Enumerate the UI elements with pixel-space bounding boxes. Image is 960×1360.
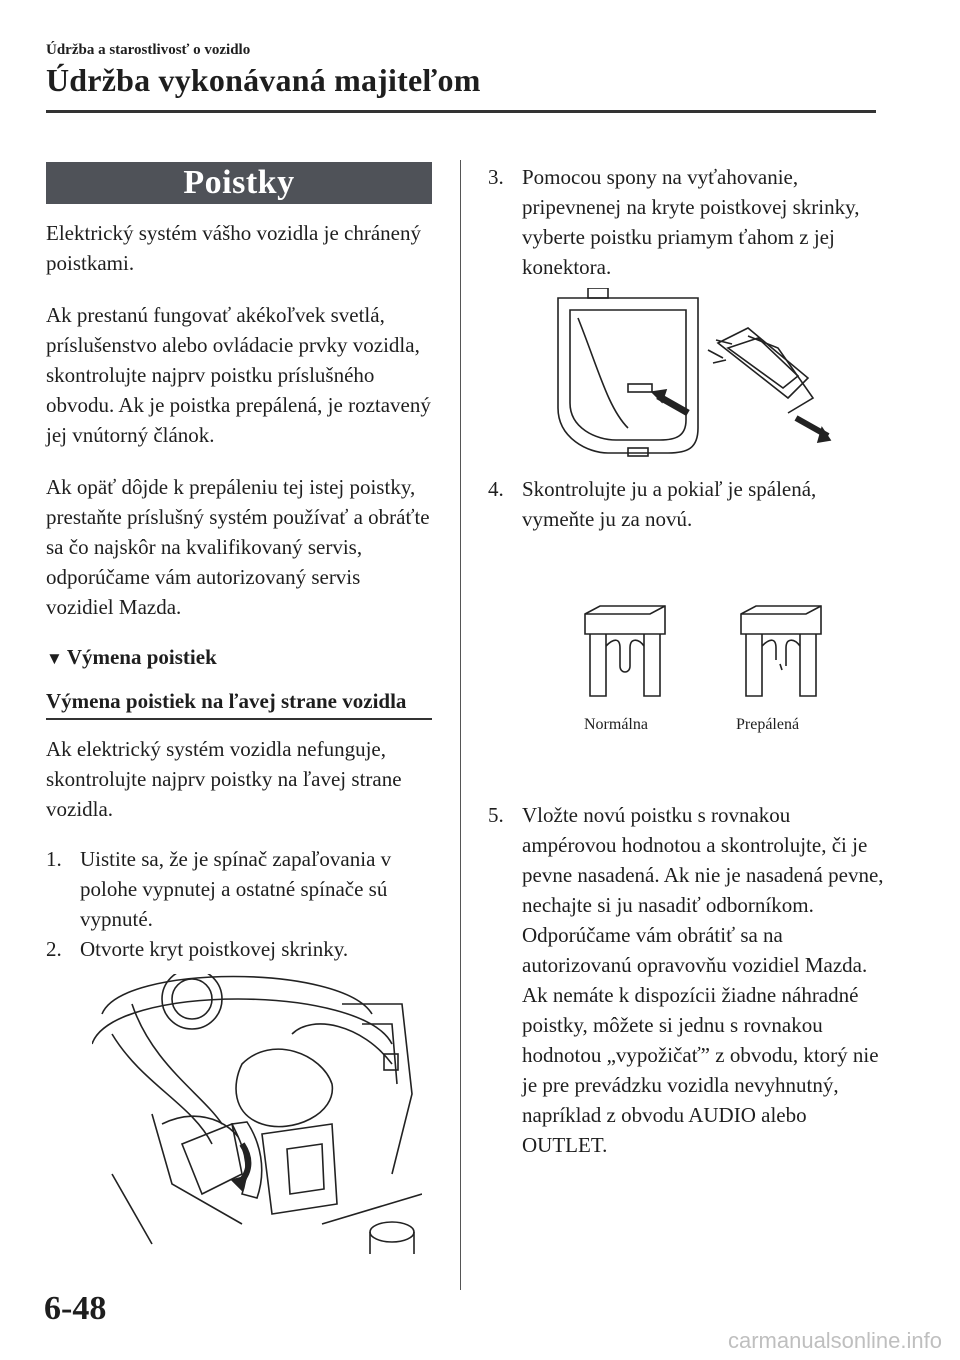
- page-number: 6-48: [44, 1290, 107, 1327]
- subheading: [46, 642, 432, 674]
- repeat-failure-paragraph: Ak opäť dôjde k prepáleniu tej istej poistky, prestaňte príslušný systém používať a obráťte sa čo najskôr na kvalifikovaný servis, odporúčame vám autorizovaný servis vozidiel Mazda.: [46, 475, 430, 619]
- step-text: Skontrolujte ju a pokiaľ je spálená, vymeňte ju za novú.: [522, 477, 817, 531]
- column-divider: [460, 160, 461, 1290]
- blown-fuse-label: Prepálená: [736, 716, 800, 733]
- step-text: Ak nemáte k dispozícii žiadne náhradné poistky, môžete si jednu s rovnakou hodnotou „vypožičať” z obvodu, ktorý nie je pre prevádzku vozidla nevyhnutný, napríklad z obvodu AUDIO alebo OUTLET.: [522, 983, 879, 1157]
- step-4: [488, 474, 888, 534]
- fuse-failure-paragraph: Ak prestanú fungovať akékoľvek svetlá, príslušenstvo alebo ovládacie prvky vozidla, skontrolujte najprv poistku príslušného obvodu. Ak je poistka prepálená, je roztavený jej vnútorný článok.: [46, 303, 431, 447]
- chapter-title: Údržba vykonávaná majiteľom: [46, 62, 481, 98]
- right-column: [488, 162, 888, 1160]
- step-5-note: [488, 980, 888, 1160]
- subheading-text: Výmena poistiek: [66, 645, 217, 669]
- step-number: 1.: [46, 847, 62, 871]
- step-3: [488, 162, 888, 282]
- step-2: [46, 934, 432, 964]
- header-rule: [46, 110, 876, 113]
- left-column: [46, 162, 432, 1254]
- normal-fuse-label: Normálna: [584, 716, 648, 733]
- step-5: [488, 800, 888, 980]
- blown-fuse-illustration: [736, 604, 826, 704]
- section-title: Poistky: [46, 162, 432, 204]
- steps-list-left: [46, 844, 432, 964]
- step-text: Pomocou spony na vyťahovanie, pripevnenej na kryte poistkovej skrinky, vyberte poistku priamym ťahom z jej konektora.: [522, 165, 860, 279]
- step-number: 5.: [488, 803, 504, 827]
- steering-column-illustration: [92, 974, 422, 1254]
- triangle-marker-icon: ▼: [46, 649, 63, 668]
- left-side-paragraph: Ak elektrický systém vozidla nefunguje, skontrolujte najprv poistky na ľavej strane vozidla.: [46, 737, 402, 821]
- normal-fuse-illustration: [580, 604, 670, 704]
- watermark: carmanualsonline.info: [727, 1328, 942, 1353]
- fuse-box-cover-illustration: [548, 288, 848, 460]
- step-number: 3.: [488, 165, 504, 189]
- step-text: Otvorte kryt poistkovej skrinky.: [80, 937, 349, 961]
- step-1: [46, 844, 432, 934]
- step-text: Vložte novú poistku s rovnakou ampérovou hodnotou a skontrolujte, či je pevne nasadená. Ak nie je nasadená pevne, nechajte si ju nasadiť odborníkom. Odporúčame vám obrátiť sa na autorizovanú opravovňu vozidiel Mazda.: [522, 803, 884, 977]
- fuse-comparison: [488, 604, 888, 734]
- step-text: Uistite sa, že je spínač zapaľovania v polohe vypnutej a ostatné spínače sú vypnuté.: [80, 847, 392, 931]
- step-number: 4.: [488, 477, 504, 501]
- subsubheading: Výmena poistiek na ľavej strane vozidla: [46, 686, 432, 720]
- intro-paragraph: Elektrický systém vášho vozidla je chránený poistkami.: [46, 221, 421, 275]
- step-number: 2.: [46, 937, 62, 961]
- breadcrumb: Údržba a starostlivosť o vozidlo: [46, 42, 251, 58]
